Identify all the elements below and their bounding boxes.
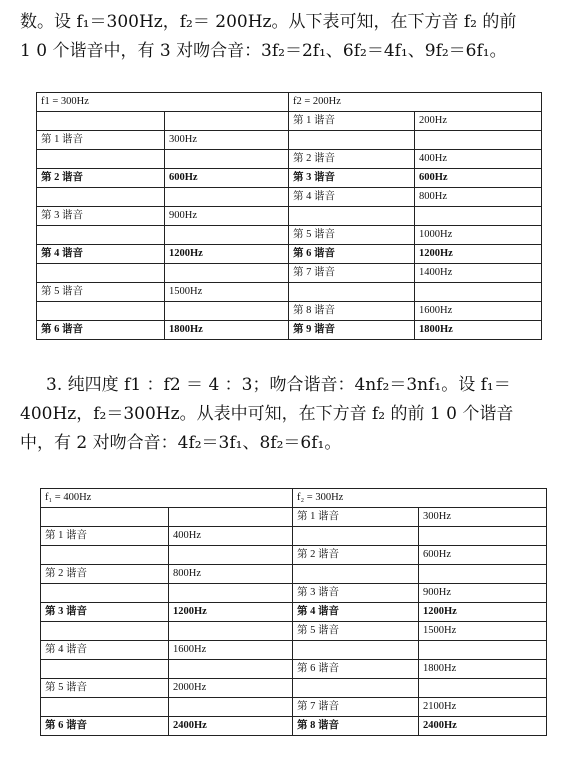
table-row [37, 321, 542, 340]
lower-harmonic-frequency: 200Hz [415, 112, 542, 131]
table-row [41, 527, 547, 546]
lower-harmonic-label: 第 3 谐音 [289, 169, 415, 188]
lower-harmonic-frequency: 2100Hz [419, 698, 547, 717]
upper-harmonic-frequency [165, 264, 289, 283]
upper-harmonic-label: 第 6 谐音 [41, 717, 169, 736]
table-row [41, 660, 547, 679]
paragraph-1 [20, 8, 516, 66]
lower-harmonic-label [289, 131, 415, 150]
upper-harmonic-frequency [169, 546, 293, 565]
upper-harmonic-frequency: 1800Hz [165, 321, 289, 340]
table-row [41, 717, 547, 736]
upper-harmonic-label [37, 188, 165, 207]
lower-harmonic-frequency [419, 527, 547, 546]
lower-harmonic-label: 第 7 谐音 [293, 698, 419, 717]
table-header-f2: f₂ = 300Hz [293, 489, 547, 508]
table-header-row [37, 93, 542, 112]
upper-harmonic-label [37, 226, 165, 245]
upper-harmonic-label: 第 2 谐音 [41, 565, 169, 584]
lower-harmonic-label: 第 5 谐音 [293, 622, 419, 641]
table-row [37, 131, 542, 150]
table-row [41, 546, 547, 565]
upper-harmonic-frequency [169, 584, 293, 603]
paragraph-2-line-2: 400Hz，f₂＝300Hz。从表中可知，在下方音 f₂ 的前 1 0 个谐音 [20, 404, 514, 424]
upper-harmonic-label [37, 264, 165, 283]
table-row [37, 150, 542, 169]
lower-harmonic-label: 第 4 谐音 [293, 603, 419, 622]
upper-harmonic-label: 第 2 谐音 [37, 169, 165, 188]
lower-harmonic-label: 第 5 谐音 [289, 226, 415, 245]
lower-harmonic-label: 第 6 谐音 [293, 660, 419, 679]
upper-harmonic-frequency [169, 508, 293, 527]
table-row [37, 264, 542, 283]
lower-harmonic-label [293, 641, 419, 660]
paragraph-1-line-1: 数。设 f₁＝300Hz，f₂＝ 200Hz。从下表可知，在下方音 f₂ 的前 [20, 12, 517, 32]
lower-harmonic-frequency: 300Hz [419, 508, 547, 527]
upper-harmonic-frequency [169, 698, 293, 717]
lower-harmonic-frequency [419, 565, 547, 584]
table-row [41, 698, 547, 717]
lower-harmonic-frequency [415, 207, 542, 226]
lower-harmonic-frequency: 1000Hz [415, 226, 542, 245]
lower-harmonic-label [293, 527, 419, 546]
lower-harmonic-label: 第 3 谐音 [293, 584, 419, 603]
upper-harmonic-label: 第 4 谐音 [37, 245, 165, 264]
upper-harmonic-label [41, 546, 169, 565]
table-row [41, 565, 547, 584]
upper-harmonic-frequency [169, 622, 293, 641]
upper-harmonic-label [37, 150, 165, 169]
upper-harmonic-frequency: 1500Hz [165, 283, 289, 302]
upper-harmonic-label [41, 584, 169, 603]
lower-harmonic-frequency: 900Hz [419, 584, 547, 603]
upper-harmonic-frequency [165, 150, 289, 169]
table-row [37, 226, 542, 245]
upper-harmonic-frequency [165, 188, 289, 207]
table-header-f2: f2 = 200Hz [289, 93, 542, 112]
lower-harmonic-frequency: 600Hz [419, 546, 547, 565]
upper-harmonic-frequency: 600Hz [165, 169, 289, 188]
harmonics-table-2 [40, 488, 547, 736]
table-row [41, 603, 547, 622]
lower-harmonic-label: 第 2 谐音 [289, 150, 415, 169]
upper-harmonic-label: 第 1 谐音 [37, 131, 165, 150]
upper-harmonic-frequency [165, 112, 289, 131]
upper-harmonic-label [37, 302, 165, 321]
lower-harmonic-label: 第 7 谐音 [289, 264, 415, 283]
lower-harmonic-label [289, 207, 415, 226]
harmonics-table-2-body [41, 489, 547, 736]
upper-harmonic-label: 第 3 谐音 [37, 207, 165, 226]
lower-harmonic-frequency: 1600Hz [415, 302, 542, 321]
paragraph-1-line-2: 1 0 个谐音中，有 3 对吻合音：3f₂＝2f₁、6f₂＝4f₁、9f₂＝6f₁。 [20, 41, 507, 61]
upper-harmonic-label: 第 5 谐音 [37, 283, 165, 302]
lower-harmonic-frequency: 600Hz [415, 169, 542, 188]
upper-harmonic-frequency [169, 660, 293, 679]
upper-harmonic-label: 第 6 谐音 [37, 321, 165, 340]
table-row [41, 508, 547, 527]
table-header-f1: f₁ = 400Hz [41, 489, 293, 508]
upper-harmonic-label: 第 4 谐音 [41, 641, 169, 660]
lower-harmonic-label: 第 6 谐音 [289, 245, 415, 264]
table-header-f1: f1 = 300Hz [37, 93, 289, 112]
upper-harmonic-label [41, 660, 169, 679]
lower-harmonic-frequency [419, 679, 547, 698]
upper-harmonic-label [41, 698, 169, 717]
lower-harmonic-frequency [415, 283, 542, 302]
lower-harmonic-frequency [415, 131, 542, 150]
upper-harmonic-frequency: 1600Hz [169, 641, 293, 660]
upper-harmonic-frequency [165, 302, 289, 321]
table-row [37, 283, 542, 302]
lower-harmonic-label: 第 8 谐音 [293, 717, 419, 736]
table-row [41, 679, 547, 698]
upper-harmonic-frequency: 2000Hz [169, 679, 293, 698]
table-row [37, 302, 542, 321]
paragraph-2-line-1: 3. 纯四度 f1 ：f2 ＝ 4 ：3；吻合谐音：4nf₂＝3nf₁。设 f₁＝ [46, 375, 511, 395]
lower-harmonic-frequency: 1400Hz [415, 264, 542, 283]
lower-harmonic-label: 第 1 谐音 [289, 112, 415, 131]
upper-harmonic-frequency: 300Hz [165, 131, 289, 150]
upper-harmonic-label [37, 112, 165, 131]
lower-harmonic-frequency: 400Hz [415, 150, 542, 169]
table-header-row [41, 489, 547, 508]
paragraph-2-line-3: 中，有 2 对吻合音：4f₂＝3f₁、8f₂＝6f₁。 [20, 433, 342, 453]
table-row [37, 112, 542, 131]
upper-harmonic-label: 第 1 谐音 [41, 527, 169, 546]
table-row [37, 207, 542, 226]
lower-harmonic-label [289, 283, 415, 302]
table-row [37, 245, 542, 264]
lower-harmonic-frequency: 1200Hz [419, 603, 547, 622]
lower-harmonic-frequency [419, 641, 547, 660]
upper-harmonic-label [41, 508, 169, 527]
upper-harmonic-frequency: 2400Hz [169, 717, 293, 736]
upper-harmonic-frequency: 1200Hz [165, 245, 289, 264]
upper-harmonic-label: 第 5 谐音 [41, 679, 169, 698]
lower-harmonic-frequency: 1200Hz [415, 245, 542, 264]
lower-harmonic-label: 第 4 谐音 [289, 188, 415, 207]
table-row [41, 641, 547, 660]
lower-harmonic-label: 第 2 谐音 [293, 546, 419, 565]
upper-harmonic-frequency: 900Hz [165, 207, 289, 226]
table-row [37, 169, 542, 188]
table-row [41, 584, 547, 603]
lower-harmonic-label [293, 565, 419, 584]
lower-harmonic-label: 第 8 谐音 [289, 302, 415, 321]
upper-harmonic-label [41, 622, 169, 641]
upper-harmonic-frequency: 1200Hz [169, 603, 293, 622]
upper-harmonic-frequency [165, 226, 289, 245]
upper-harmonic-label: 第 3 谐音 [41, 603, 169, 622]
upper-harmonic-frequency: 800Hz [169, 565, 293, 584]
lower-harmonic-frequency: 1800Hz [419, 660, 547, 679]
lower-harmonic-frequency: 800Hz [415, 188, 542, 207]
lower-harmonic-frequency: 1800Hz [415, 321, 542, 340]
lower-harmonic-frequency: 2400Hz [419, 717, 547, 736]
lower-harmonic-label: 第 9 谐音 [289, 321, 415, 340]
harmonics-table-1 [36, 92, 542, 340]
upper-harmonic-frequency: 400Hz [169, 527, 293, 546]
table-row [37, 188, 542, 207]
harmonics-table-1-body [37, 93, 542, 340]
lower-harmonic-label: 第 1 谐音 [293, 508, 419, 527]
table-row [41, 622, 547, 641]
lower-harmonic-frequency: 1500Hz [419, 622, 547, 641]
lower-harmonic-label [293, 679, 419, 698]
